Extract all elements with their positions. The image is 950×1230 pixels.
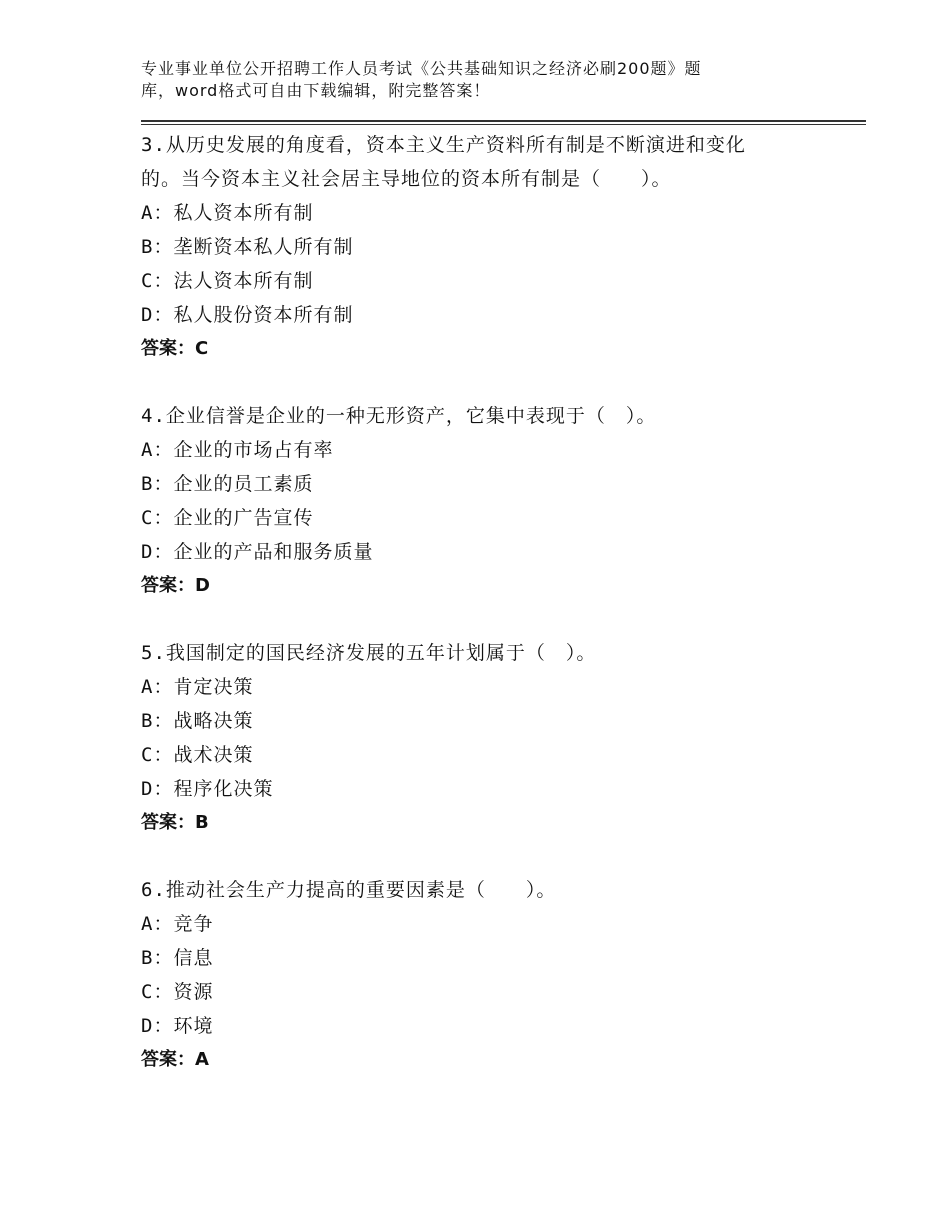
question-stem-line: 4.企业信誉是企业的一种无形资产，它集中表现于（ ）。 [141,405,657,427]
question-5 [141,636,861,840]
answer-label: 答案：C [141,338,209,359]
option-b: B：垄断资本私人所有制 [141,236,354,258]
option-d: D：环境 [141,1015,214,1037]
question-6 [141,873,861,1077]
answer-label: 答案：A [141,1049,209,1070]
option-d: D：企业的产品和服务质量 [141,541,374,563]
option-c: C：资源 [141,981,214,1003]
option-b: B：企业的员工素质 [141,473,314,495]
header-divider [141,120,866,125]
question-stem-line: 的。当今资本主义社会居主导地位的资本所有制是（ ）。 [141,168,672,190]
option-b: B：战略决策 [141,710,254,732]
question-4 [141,399,861,603]
option-c: C：战术决策 [141,744,254,766]
document-header [141,58,781,102]
option-a: A：企业的市场占有率 [141,439,334,461]
answer-label: 答案：B [141,812,209,833]
question-3 [141,128,861,366]
header-line-1: 专业事业单位公开招聘工作人员考试《公共基础知识之经济必刷200题》题 [141,59,702,78]
option-a: A：私人资本所有制 [141,202,314,224]
option-b: B：信息 [141,947,214,969]
question-stem-line: 3.从历史发展的角度看，资本主义生产资料所有制是不断演进和变化 [141,134,746,156]
question-stem-line: 5.我国制定的国民经济发展的五年计划属于（ ）。 [141,642,597,664]
option-a: A：竞争 [141,913,214,935]
header-line-2: 库，word格式可自由下载编辑，附完整答案！ [141,81,491,100]
option-c: C：法人资本所有制 [141,270,314,292]
answer-label: 答案：D [141,575,210,596]
option-c: C：企业的广告宣传 [141,507,314,529]
option-d: D：程序化决策 [141,778,274,800]
option-a: A：肯定决策 [141,676,254,698]
question-list [141,128,861,1110]
question-stem-line: 6.推动社会生产力提高的重要因素是（ ）。 [141,879,557,901]
option-d: D：私人股份资本所有制 [141,304,354,326]
